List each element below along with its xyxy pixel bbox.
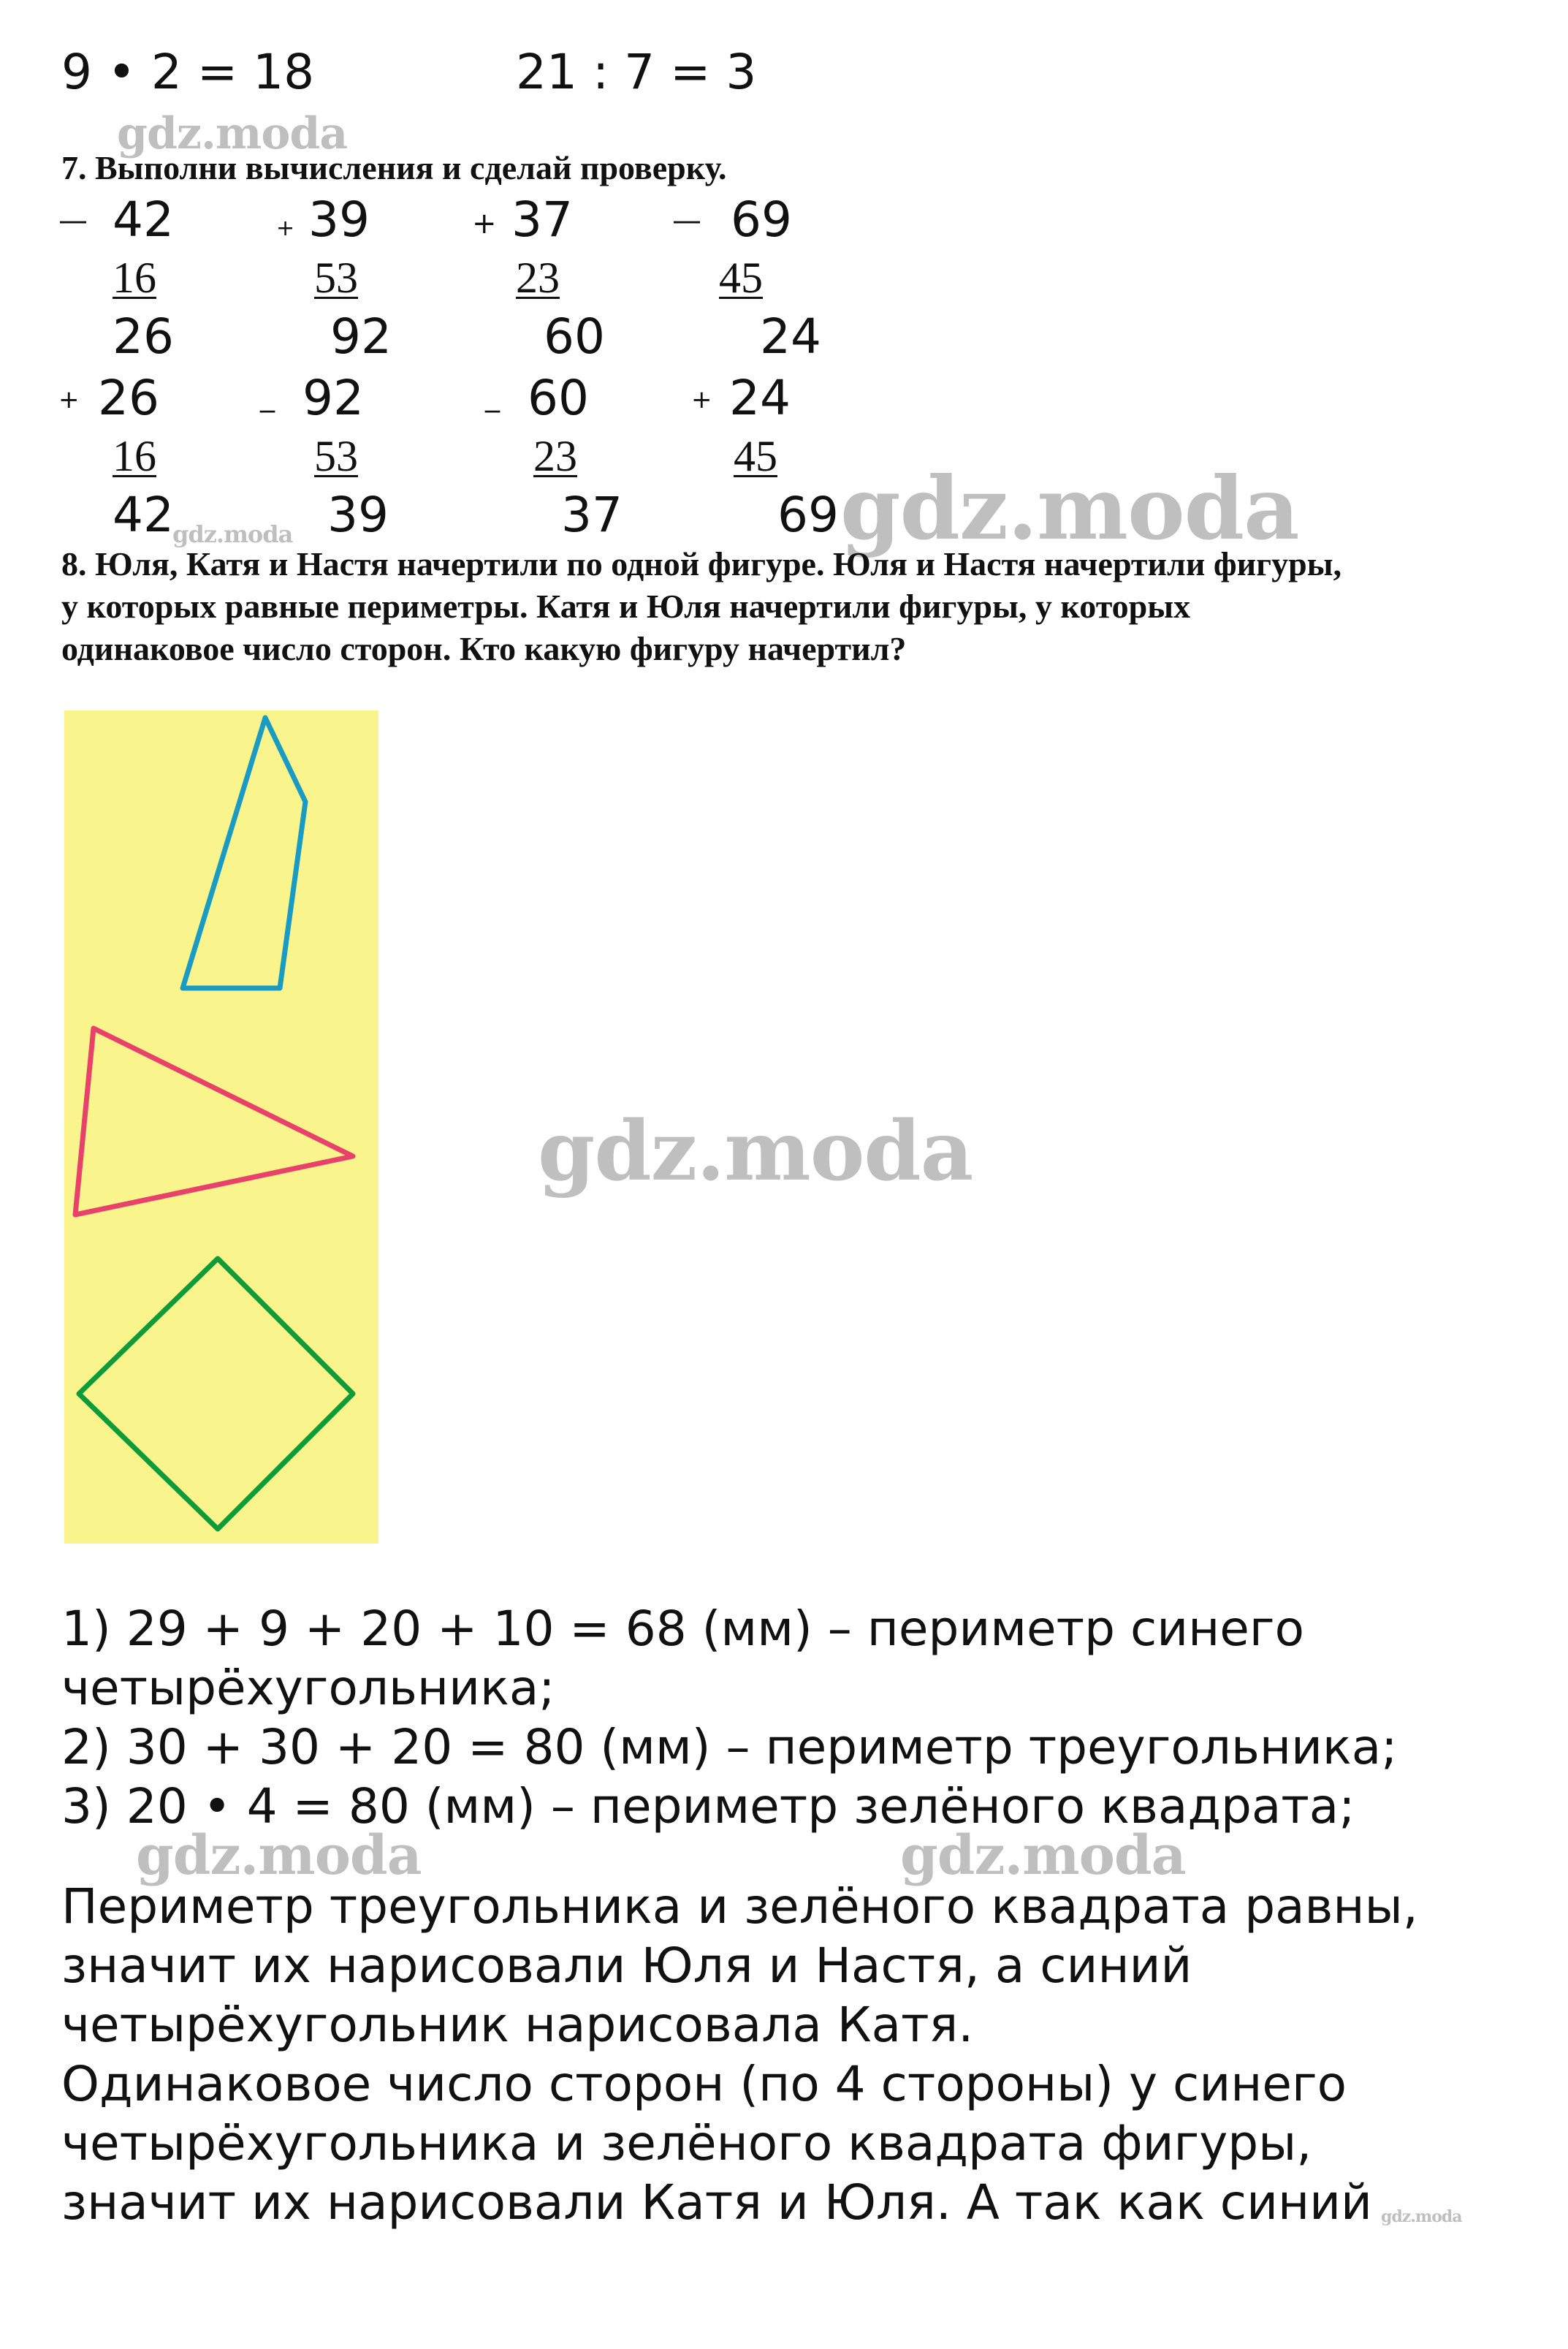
operation-sign: — (672, 204, 701, 238)
solution-line: 1) 29 + 9 + 20 + 10 = 68 (мм) – периметр синего (61, 1601, 1304, 1657)
addend: 39 (308, 191, 370, 248)
watermark: gdz.moda (136, 1824, 422, 1887)
minuend: 69 (731, 191, 792, 248)
shapes-figure (64, 710, 378, 1544)
subtrahend: 53 (314, 432, 358, 480)
solution-line: 3) 20 • 4 = 80 (мм) – периметр зелёного квадрата; (61, 1778, 1355, 1834)
addend: 23 (516, 254, 560, 302)
minuend: 92 (302, 370, 364, 426)
explanation-line: четырёхугольник нарисовала Катя. (61, 1997, 974, 2053)
operation-sign: + (58, 385, 80, 414)
watermark: gdz.moda (172, 520, 293, 548)
explanation-line: Одинаковое число сторон (по 4 стороны) у синего (61, 2056, 1347, 2112)
task8-line: у которых равные периметры. Катя и Юля начертили фигуры, у которых (61, 588, 1191, 625)
result: 92 (330, 308, 392, 365)
task8-line: одинаковое число сторон. Кто какую фигуру начертил? (61, 630, 907, 667)
subtrahend: 16 (113, 254, 156, 302)
result: 42 (113, 487, 174, 543)
addend: 45 (734, 432, 777, 480)
addend: 16 (113, 432, 156, 480)
subtrahend: 23 (533, 432, 577, 480)
explanation-line: значит их нарисовали Катя и Юля. А так как синий (61, 2174, 1372, 2231)
addend: 24 (729, 370, 791, 426)
result: 69 (777, 487, 839, 543)
result: 26 (113, 308, 174, 365)
result: 39 (327, 487, 389, 543)
minuend: 42 (113, 191, 174, 248)
operation-sign: + (691, 385, 712, 414)
explanation-line: четырёхугольника и зелёного квадрата фигуры, (61, 2115, 1312, 2171)
result: 37 (561, 487, 623, 543)
equation-multiply: 9 • 2 = 18 (61, 44, 315, 100)
result: 60 (544, 308, 605, 365)
result: 24 (760, 308, 821, 365)
solution-line: четырёхугольника; (61, 1660, 555, 1716)
operation-sign: + (472, 207, 497, 240)
addend: 53 (314, 254, 358, 302)
solution-line: 2) 30 + 30 + 20 = 80 (мм) – периметр треугольника; (61, 1719, 1398, 1775)
explanation-line: Периметр треугольника и зелёного квадрата равны, (61, 1878, 1418, 1935)
operation-sign: _ (485, 379, 500, 413)
task8-line: 8. Юля, Катя и Настя начертили по одной фигуре. Юля и Настя начертили фигуры, (61, 545, 1342, 582)
watermark: gdz.moda (1381, 2207, 1462, 2226)
operation-sign: _ (260, 379, 275, 413)
watermark: gdz.moda (117, 108, 348, 159)
watermark: gdz.moda (538, 1104, 973, 1199)
explanation-line: значит их нарисовали Юля и Настя, а синий (61, 1938, 1192, 1994)
subtrahend: 45 (719, 254, 763, 302)
addend: 26 (98, 370, 159, 426)
watermark: gdz.moda (840, 458, 1299, 559)
minuend: 60 (528, 370, 589, 426)
watermark: gdz.moda (900, 1824, 1186, 1887)
task7-title: 7. Выполни вычисления и сделай проверку. (61, 149, 727, 186)
operation-sign: — (58, 204, 88, 238)
operation-sign: + (276, 216, 295, 241)
addend: 37 (511, 191, 573, 248)
equation-divide: 21 : 7 = 3 (516, 44, 757, 100)
